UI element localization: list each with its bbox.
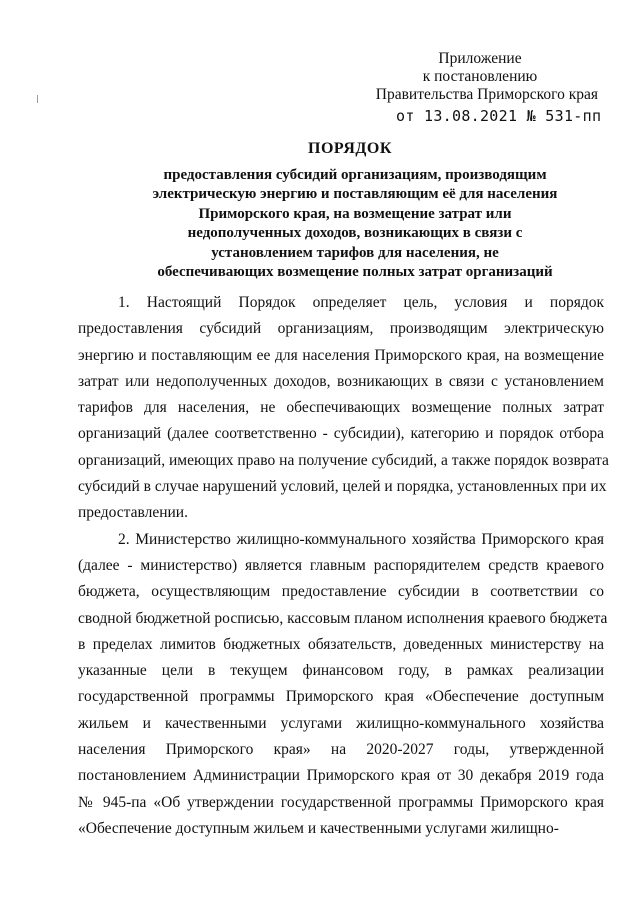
scan-margin-mark [37,95,38,103]
document-title: ПОРЯДОК [308,140,392,157]
paragraph-line: населения Приморского края» на 2020-2027 годы, утвержденной [78,741,604,759]
subtitle-line: Приморского края, на возмещение затрат или [198,205,512,222]
appendix-line: к постановлению [422,68,538,85]
paragraph-line: предоставления субсидий организациям, производящим электрическую [78,320,604,338]
paragraph-line: энергию и поставляющим ее для населения Приморского края, на возмещение [78,346,604,364]
paragraph-line: субсидий в случае нарушений условий, целей и порядка, установленных при их [78,478,607,496]
appendix-line: Правительства Приморского края [375,86,598,103]
document-body [78,290,609,842]
paragraph-line: организаций (далее соответственно - субсидии), категорию и порядок отбора [78,425,604,443]
document-subtitle [130,166,580,282]
body-paragraph [78,290,609,527]
body-paragraph [78,527,608,843]
paragraph-line: предоставлении. [78,504,188,522]
paragraph-line: 2. Министерство жилищно-коммунального хозяйства Приморского края [118,530,604,548]
paragraph-line: бюджета, осуществляющим предоставление субсидии в соответствии со [78,583,604,601]
subtitle-line: электрическую энергию и поставляющим её для населения [152,186,558,203]
paragraph-line: организаций, имеющих право на получение субсидий, а также порядок возврата [78,451,609,469]
paragraph-line: затрат или недополученных доходов, возникающих в связи с установлением [78,372,604,390]
paragraph-line: тарифов для населения, не обеспечивающих возмещение полных затрат [78,399,604,417]
paragraph-line: (далее - министерство) является главным распорядителем средств краевого [78,556,604,574]
paragraph-line: сводной бюджетной росписью, кассовым планом исполнения краевого бюджета [78,609,608,627]
subtitle-line: установлением тарифов для населения, не [211,244,499,261]
appendix-date-line: от 13.08.2021 № 531-пп [396,107,602,125]
paragraph-line: 1. Настоящий Порядок определяет цель, условия и порядок [118,294,604,311]
appendix-line: Приложение [438,50,522,67]
paragraph-line: «Обеспечение доступным жильем и качественными услугами жилищно- [78,819,559,837]
paragraph-line: в пределах лимитов бюджетных обязательств, доведенных министерству на [78,635,604,653]
paragraph-line: постановлением Администрации Приморского края от 30 декабря 2019 года [78,767,604,785]
paragraph-line: № 945-па «Об утверждении государственной программы Приморского края [78,793,604,811]
subtitle-line: обеспечивающих возмещение полных затрат организаций [157,264,553,281]
paragraph-line: указанные цели в текущем финансовом году, в рамках реализации [78,662,604,680]
appendix-header [360,50,600,104]
subtitle-line: предоставления субсидий организациям, производящим [163,167,547,183]
subtitle-line: недополученных доходов, возникающих в связи с [187,225,523,242]
paragraph-line: государственной программы Приморского края «Обеспечение доступным [78,688,604,706]
paragraph-line: жильем и качественными услугами жилищно-коммунального хозяйства [78,714,604,732]
